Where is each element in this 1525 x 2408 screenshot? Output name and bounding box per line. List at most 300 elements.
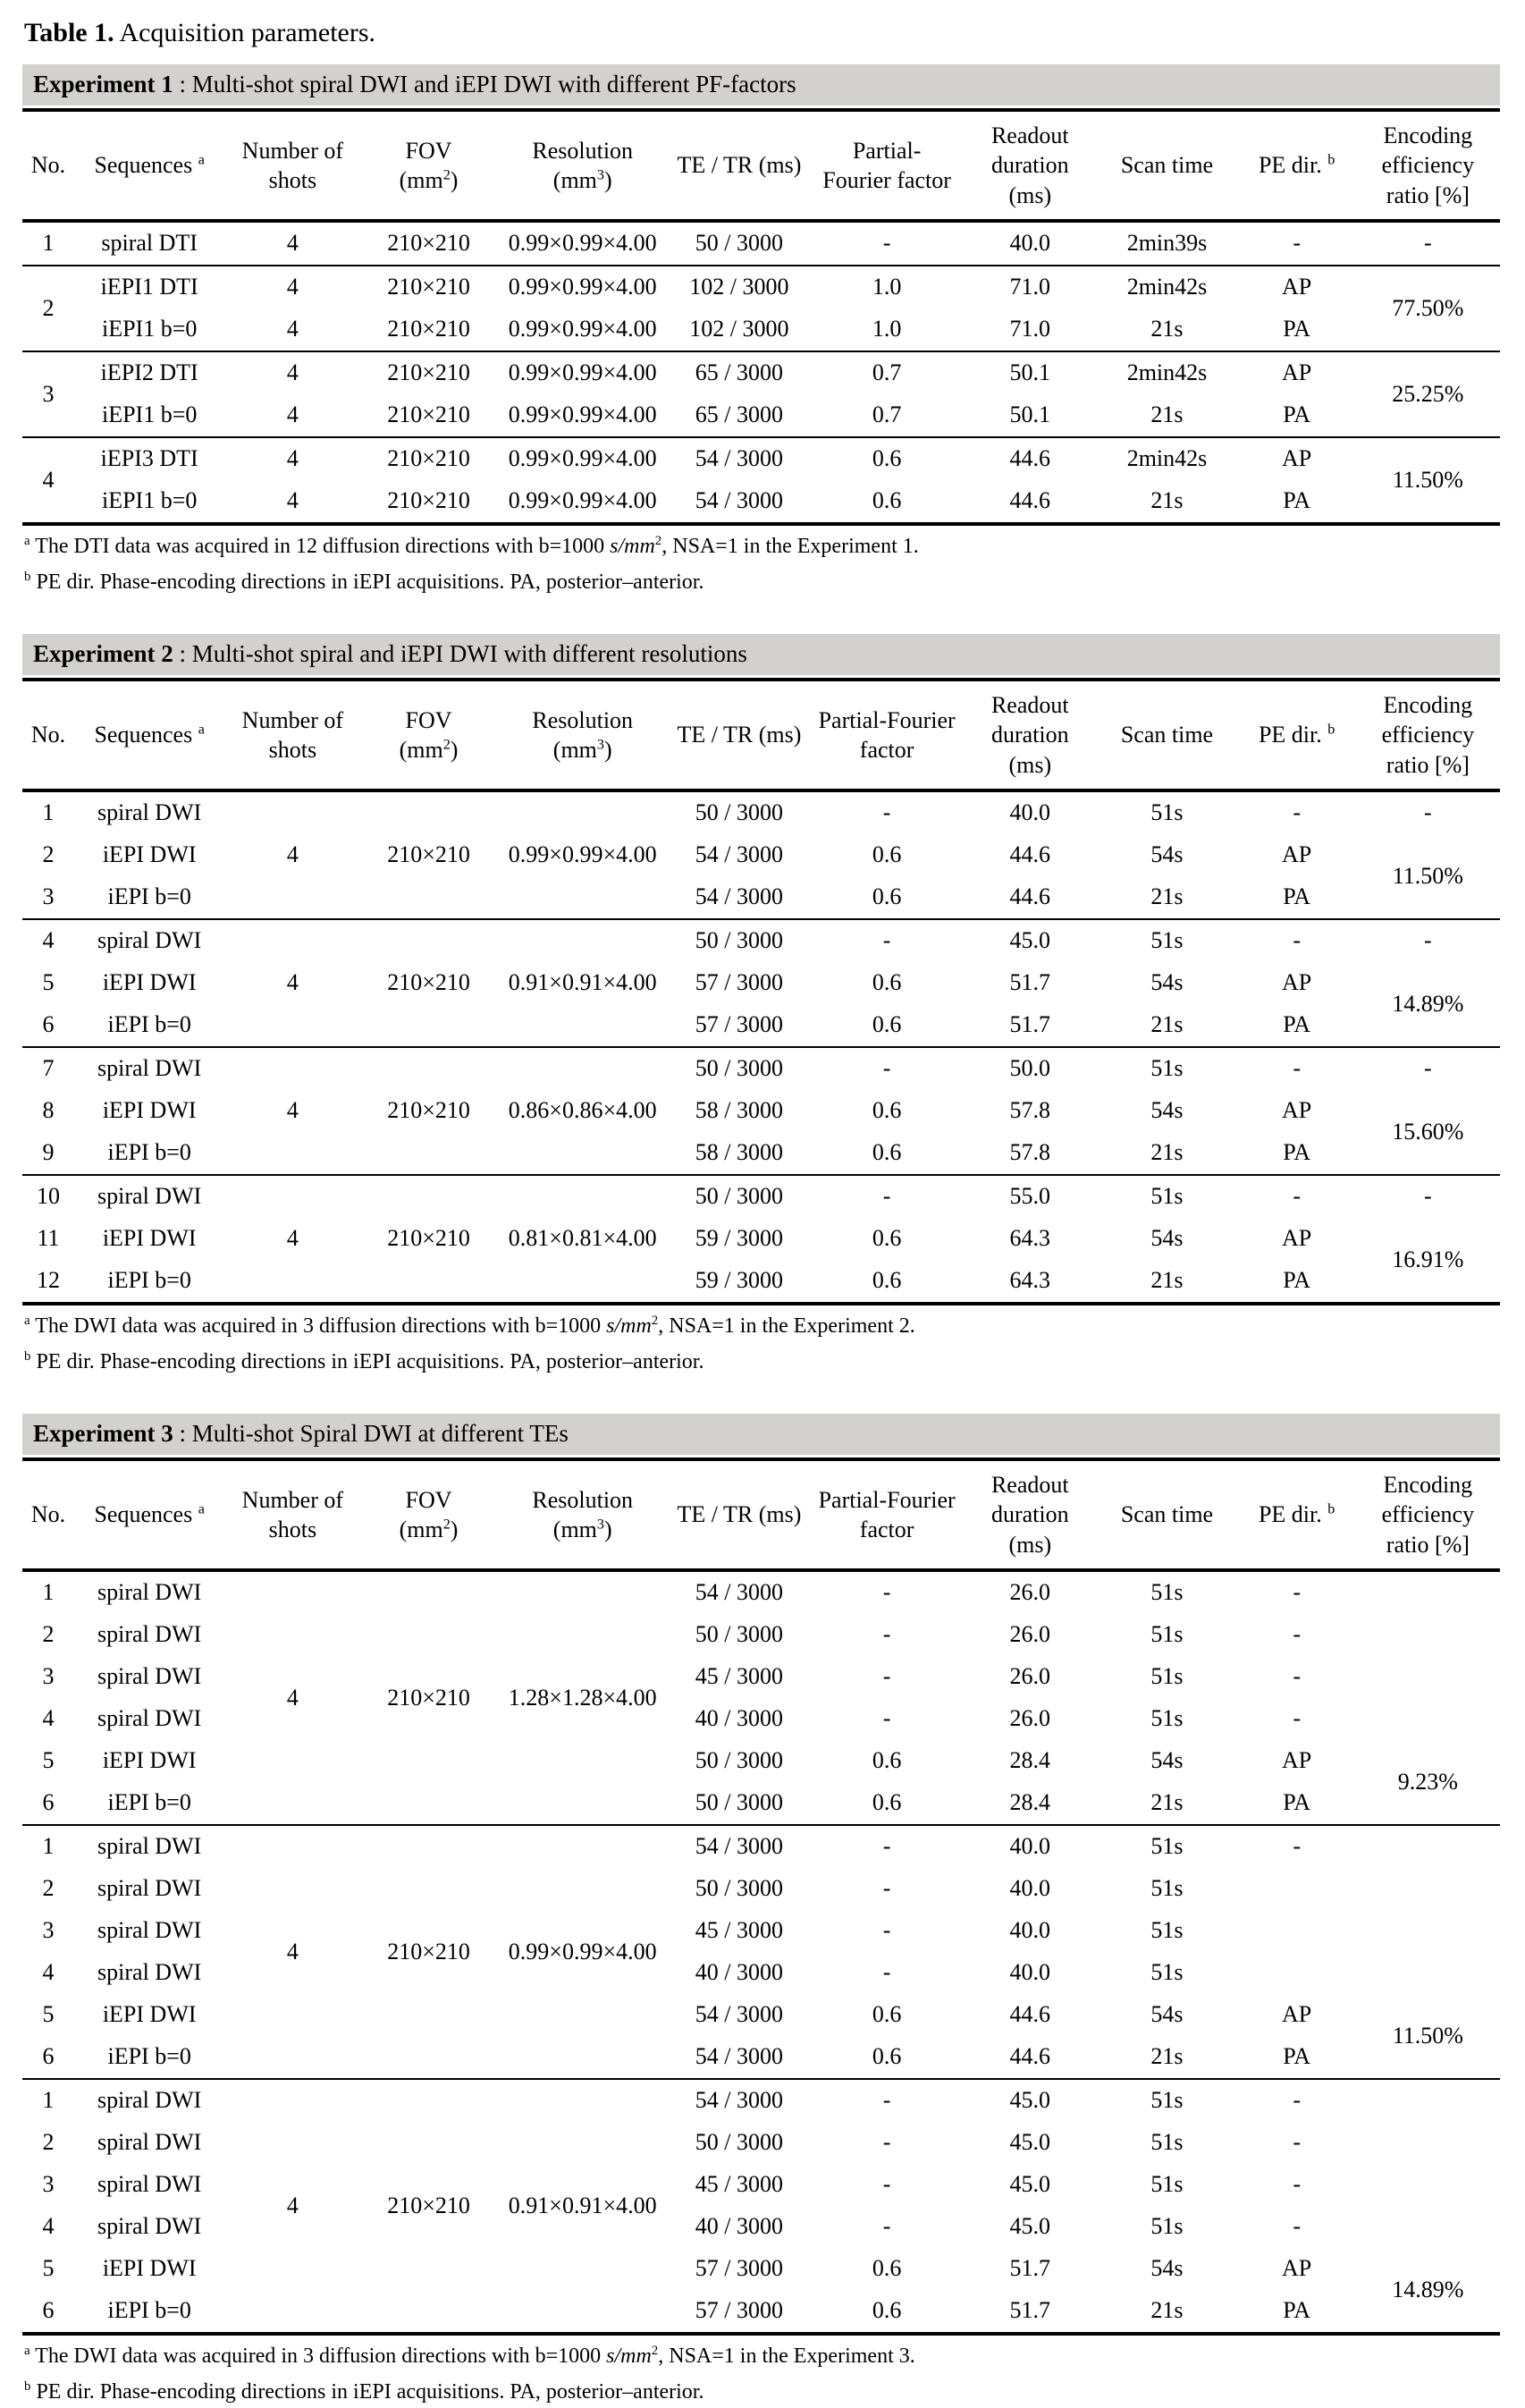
table-cell: 51.7 [1009,1011,1051,1038]
table-cell: 0.6 [872,2255,902,2282]
header-row [22,110,1500,221]
experiment-subtitle: : Multi-shot Spiral DWI at different TEs [173,1419,569,1447]
column-header: Encoding efficiency ratio [%] [1381,123,1475,208]
table-cell: - [882,1621,891,1648]
table-cell: 51.7 [1009,969,1051,996]
table-cell: 64.3 [1009,1267,1051,1294]
table-cell: 50 / 3000 [695,2129,784,2156]
footnote-a: $^a$ The DWI data was acquired in 3 diffusion directions with b=1000 $s/mm^2$, NSA=1 in the Experiment 2. [24,1313,915,1338]
table-cell: 2 [42,1621,55,1648]
experiment-header-bar [22,1414,1500,1455]
table-cell: 6 [42,1789,55,1816]
table-cell: 21s [1150,2297,1184,2324]
table-cell: iEPI DWI [102,841,197,868]
table-cell: 45.0 [1009,2087,1051,2114]
table-cell [1238,1868,1356,1910]
table-cell: 26.0 [1009,1579,1051,1606]
table-cell: - [1293,2129,1301,2156]
table-cell: spiral DWI [97,2129,202,2156]
table-cell: 50 / 3000 [695,1875,784,1902]
table-cell: 21s [1150,883,1184,910]
table-cell: 1 [42,230,55,257]
table-cell [1356,1570,1500,1740]
table-cell: 1.0 [872,274,902,300]
table-cell: 57 / 3000 [695,2255,784,2282]
experiment-title: Experiment 2 [33,639,173,667]
experiment-3-section [22,1414,1500,2408]
table-row [22,437,1500,480]
table-cell: 5 [42,1747,55,1774]
table-cell [1238,1952,1356,1994]
table-cell: 65 / 3000 [695,359,784,386]
table-cell: PA [1283,1267,1311,1294]
table-cell: 7 [42,1055,55,1082]
table-cell: 0.99×0.99×4.00 [508,1938,657,1964]
column-header: PE dir. $^b$ [1258,1501,1335,1528]
table-cell: iEPI1 b=0 [101,316,198,342]
table-cell: - [882,927,891,954]
table-cell: 210×210 [387,1225,470,1252]
table-cell: - [1293,1579,1301,1606]
table-cell: 40 / 3000 [695,1705,784,1732]
table-cell: - [882,1833,891,1860]
table-cell: PA [1283,316,1311,342]
table-cell: 0.99×0.99×4.00 [508,274,657,300]
table-cell: 21s [1150,401,1184,428]
footnote-a: $^a$ The DWI data was acquired in 3 diffusion directions with b=1000 $s/mm^2$, NSA=1 in the Experiment 3. [24,2343,915,2368]
column-header: Readout duration (ms) [990,123,1069,208]
table-cell [1356,2079,1500,2248]
table-cell: 54s [1150,2001,1184,2028]
experiment-1-section [22,64,1500,598]
column-header: Resolution $(mm^3)$ [532,706,634,763]
table-cell: spiral DWI [97,799,202,826]
table-cell: 210×210 [387,2192,470,2218]
column-header: Scan time [1120,152,1214,179]
table-cell: 40.0 [1009,1833,1051,1860]
table-cell: 1 [42,2087,55,2114]
column-header: No. [30,1501,66,1528]
table-cell: iEPI3 DTI [100,445,198,472]
table-cell: 4 [42,2213,55,2240]
table-cell: 51s [1150,1621,1184,1648]
table-cell: 26.0 [1009,1663,1051,1690]
table-cell: 8 [42,1097,55,1124]
table-cell: 4 [286,1684,299,1711]
table-cell: 54 / 3000 [695,487,784,514]
table-cell: 50.1 [1009,359,1051,386]
table-cell: - [882,1959,891,1986]
table-cell: - [882,799,891,826]
table-cell: 4 [286,487,299,514]
table-cell: 3 [42,380,55,407]
table-cell: - [1293,1705,1301,1732]
column-header: Sequences $^a$ [94,722,205,748]
table-cell: 4 [42,1959,55,1986]
table-cell: 55.0 [1009,1183,1051,1210]
table-cell: spiral DWI [97,2213,202,2240]
table-cell: 0.99×0.99×4.00 [508,401,657,428]
table-cell: - [882,1875,891,1902]
table-cell: 54 / 3000 [695,2087,784,2114]
table-cell: - [1424,230,1432,257]
table-cell: PA [1283,487,1311,514]
table-cell: 40.0 [1009,1959,1051,1986]
table-cell: 21s [1150,2043,1184,2070]
table-cell: 4 [286,841,299,868]
table-cell: 1 [42,1833,55,1860]
table-cell: 4 [42,466,55,493]
table-cell: 28.4 [1009,1747,1051,1774]
table-cell: 210×210 [387,841,470,868]
table-cell: - [882,2129,891,2156]
table-cell: 44.6 [1009,487,1051,514]
table-cell: - [882,1183,891,1210]
table-cell: 11.50% [1392,862,1463,889]
table-cell: PA [1283,883,1311,910]
column-header: Scan time [1120,1501,1214,1528]
table-cell: 210×210 [387,274,470,300]
column-header: TE / TR (ms) [677,152,802,179]
table-cell: PA [1283,401,1311,428]
column-header: Encoding efficiency ratio [%] [1381,1471,1475,1558]
table-cell: iEPI DWI [102,1747,197,1774]
table-cell: PA [1283,1011,1311,1038]
table-cell: iEPI DWI [102,1097,197,1124]
table-cell: 210×210 [387,1938,470,1964]
table-cell: 102 / 3000 [689,316,789,342]
table-cell: 26.0 [1009,1705,1051,1732]
table-cell: 44.6 [1009,445,1051,472]
table-cell: 4 [286,969,299,996]
table-cell: 51s [1150,2213,1184,2240]
table-cell: 51s [1150,1833,1184,1860]
table-cell: 4 [286,230,299,257]
table-cell: - [1293,1833,1301,1860]
table-cell: spiral DWI [97,1579,202,1606]
table-cell: 0.6 [872,1139,902,1166]
table-cell: 54s [1150,1225,1184,1252]
table-cell: spiral DWI [97,1917,202,1944]
table-cell: 54 / 3000 [695,2043,784,2070]
table-cell: 51s [1150,1917,1184,1944]
table-cell: 0.91×0.91×4.00 [508,969,657,996]
column-header: Scan time [1120,722,1214,748]
table-cell: 0.91×0.91×4.00 [508,2192,657,2218]
table-cell: 11.50% [1392,466,1463,493]
column-header: PE dir. $^b$ [1258,152,1335,179]
table-cell: 210×210 [387,487,470,514]
table-cell: iEPI b=0 [107,1011,191,1038]
table-row [22,480,1500,524]
table-cell: iEPI b=0 [107,2043,191,2070]
table-cell: spiral DWI [97,927,202,954]
table-cell: 51s [1150,1875,1184,1902]
table-cell: - [882,2213,891,2240]
table-cell: 0.6 [872,2043,902,2070]
table-cell: 40.0 [1009,1917,1051,1944]
table-cell: 44.6 [1009,2043,1051,2070]
table-cell: 0.6 [872,445,902,472]
column-header: FOV $(mm^2)$ [399,1486,459,1542]
experiment-subtitle: : Multi-shot spiral and iEPI DWI with different resolutions [173,639,747,667]
column-header: No. [30,722,66,748]
table-cell: iEPI b=0 [107,2297,191,2324]
table-cell: 57 / 3000 [695,1011,784,1038]
header-row [22,680,1500,790]
table-cell: 51s [1150,1959,1184,1986]
column-header: Readout duration (ms) [990,691,1069,778]
table-cell: 51s [1150,799,1184,826]
table-cell: 57 / 3000 [695,969,784,996]
column-header: TE / TR (ms) [677,1501,802,1528]
table-cell: AP [1282,2001,1312,2028]
row-group [22,919,1500,1047]
table-cell: 40 / 3000 [695,2213,784,2240]
table-cell: 11 [37,1225,60,1252]
table-cell: 71.0 [1009,274,1051,300]
table-cell: 5 [42,2255,55,2282]
table-cell: 21s [1150,487,1184,514]
table-cell: 10 [37,1183,61,1210]
table-cell: 45.0 [1009,2129,1051,2156]
table-row [22,919,1500,962]
table-cell: 65 / 3000 [695,401,784,428]
table-cell: 21s [1150,1139,1184,1166]
table-cell: 0.6 [872,841,902,868]
table-cell: 2 [42,841,55,868]
table-cell: 210×210 [387,1684,470,1711]
table-cell: 0.99×0.99×4.00 [508,445,657,472]
row-group [22,2079,1500,2334]
row-group [22,1570,1500,1825]
table-cell: - [1293,2171,1301,2198]
column-header: Readout duration (ms) [990,1471,1069,1558]
table-cell: 50.0 [1009,1055,1051,1082]
table-cell: 58 / 3000 [695,1139,784,1166]
table-cell: 44.6 [1009,841,1051,868]
column-header: Sequences $^a$ [94,1501,205,1528]
table-cell: 51s [1150,1579,1184,1606]
table-cell: spiral DWI [97,1833,202,1860]
table-row [22,394,1500,437]
table-cell: 0.6 [872,1747,902,1774]
table-cell: 54s [1150,1097,1184,1124]
table-cell: 0.99×0.99×4.00 [508,359,657,386]
column-header: Partial-Fourier factor [818,706,956,763]
table-cell: 4 [42,927,55,954]
table-cell: 0.99×0.99×4.00 [508,487,657,514]
table-cell: 210×210 [387,969,470,996]
table-cell: AP [1282,274,1312,300]
table-cell: 51s [1150,1055,1184,1082]
table-cell: 50 / 3000 [695,1183,784,1210]
table-cell: 50 / 3000 [695,1789,784,1816]
table-cell: 51s [1150,927,1184,954]
table-cell: iEPI2 DTI [100,359,198,386]
table-cell: 51.7 [1009,2297,1051,2324]
column-header: Encoding efficiency ratio [%] [1381,691,1475,778]
table-cell: 0.86×0.86×4.00 [508,1097,657,1124]
table-cell: - [882,2171,891,2198]
table-cell: AP [1282,445,1312,472]
table-cell: 102 / 3000 [689,274,789,300]
table-cell: - [1293,1621,1301,1648]
table-cell: 0.99×0.99×4.00 [508,230,657,257]
table-cell: 45.0 [1009,927,1051,954]
table-cell: 0.6 [872,883,902,910]
table-cell: 54 / 3000 [695,445,784,472]
column-header: FOV $(mm^2)$ [399,706,459,763]
table-cell: 9.23% [1397,1768,1458,1795]
table-row [22,221,1500,266]
experiment-2-section [22,634,1500,1378]
experiment-subtitle: : Multi-shot spiral DWI and iEPI DWI with different PF-factors [173,71,796,97]
table-cell: - [1293,2213,1301,2240]
row-group [22,351,1500,437]
table-cell: 50 / 3000 [695,1747,784,1774]
table-cell: 54 / 3000 [695,841,784,868]
table-cell: 2min42s [1126,359,1208,386]
table-cell: - [1293,2087,1301,2114]
footnote-b: $^b$ PE dir. Phase-encoding directions in iEPI acquisitions. PA, posterior–anterior. [24,570,704,595]
table-cell: 45 / 3000 [695,2171,784,2198]
table-cell: 1 [42,799,55,826]
table-row [22,1047,1500,1090]
table-cell: spiral DWI [97,1875,202,1902]
table-cell: spiral DWI [97,1621,202,1648]
table-cell: - [882,1579,891,1606]
table-cell: 45.0 [1009,2171,1051,2198]
table-cell: 57.8 [1009,1097,1051,1124]
table-cell: 50 / 3000 [695,1055,784,1082]
table-cell: 11.50% [1392,2022,1463,2049]
row-group [22,1047,1500,1175]
row-group [22,1825,1500,2079]
table-cell: 4 [286,445,299,472]
table-cell: 0.6 [872,1011,902,1038]
table-cell: 2min39s [1126,230,1208,257]
table-cell: 6 [42,1011,55,1038]
table-cell: 21s [1150,1011,1184,1038]
page-title [24,18,1500,48]
table-cell: 57 / 3000 [695,2297,784,2324]
column-header: Partial-Fourier factor [818,1486,956,1542]
table-cell: 0.99×0.99×4.00 [508,841,657,868]
row-group [22,437,1500,524]
table-cell: - [1424,1183,1432,1210]
table-cell: 16.91% [1392,1246,1464,1272]
table-cell: 0.6 [872,1267,902,1294]
row-group [22,266,1500,351]
table-cell: AP [1282,841,1312,868]
table-cell: iEPI1 b=0 [101,401,198,428]
table-cell: 6 [42,2043,55,2070]
table-cell: 21s [1150,316,1184,342]
table-cell: 51s [1150,2087,1184,2114]
table-cell: 2 [42,2129,55,2156]
table-cell: - [882,230,891,257]
acquisition-table-experiment-2 [22,678,1500,1305]
table-cell: 210×210 [387,445,470,472]
table-cell: AP [1282,359,1312,386]
table-cell: 51s [1150,2129,1184,2156]
table-cell: iEPI b=0 [107,1789,191,1816]
table-row [22,2079,1500,2122]
table-cell: 64.3 [1009,1225,1051,1252]
table-cell: 45 / 3000 [695,1917,784,1944]
row-group [22,221,1500,266]
table-cell: 71.0 [1009,316,1051,342]
column-header: PE dir. $^b$ [1258,722,1335,748]
table-cell: 50 / 3000 [695,799,784,826]
table-cell: 4 [286,1225,299,1252]
table-row [22,1825,1500,1868]
table-cell: 51s [1150,1183,1184,1210]
table-cell: 40 / 3000 [695,1959,784,1986]
table-cell: 3 [42,883,55,910]
table-cell: 54s [1150,2255,1184,2282]
table-cell: 21s [1150,1789,1184,1816]
table-cell: 4 [286,2192,299,2218]
table-cell: - [882,1663,891,1690]
table-cell: 3 [42,1663,55,1690]
table-cell: 3 [42,1917,55,1944]
table-cell: 25.25% [1392,380,1464,407]
table-cell: 28.4 [1009,1789,1051,1816]
row-group [22,1175,1500,1304]
table-cell: 77.50% [1392,294,1464,321]
table-cell: 45.0 [1009,2213,1051,2240]
footnote-b: $^b$ PE dir. Phase-encoding directions in iEPI acquisitions. PA, posterior–anterior. [24,2379,704,2404]
table-cell: 54s [1150,969,1184,996]
table-cell: 0.6 [872,969,902,996]
table-cell: 2 [42,1875,55,1902]
table-cell: 1.28×1.28×4.00 [508,1684,657,1711]
column-header: Number of shots [241,706,344,763]
table-cell: spiral DWI [97,1959,202,1986]
table-cell: - [1293,1183,1301,1210]
experiment-title: Experiment 3 [33,1419,173,1447]
table-cell: - [1293,1663,1301,1690]
column-header: TE / TR (ms) [677,722,802,748]
table-cell: 54 / 3000 [695,1833,784,1860]
table-cell: 210×210 [387,316,470,342]
table-cell: AP [1282,969,1312,996]
table-cell: 6 [42,2297,55,2324]
table-cell: 51s [1150,2171,1184,2198]
table-cell: - [1293,927,1301,954]
table-cell: 4 [286,274,299,300]
table-cell: 51s [1150,1705,1184,1732]
table-cell: 5 [42,2001,55,2028]
table-cell: 0.7 [872,401,902,428]
footnote-b: $^b$ PE dir. Phase-encoding directions in iEPI acquisitions. PA, posterior–anterior. [24,1349,704,1374]
table-cell: - [1293,1055,1301,1082]
table-cell: PA [1283,1789,1311,1816]
table-cell: PA [1283,1139,1311,1166]
table-cell: AP [1282,1097,1312,1124]
table-cell: 44.6 [1009,2001,1051,2028]
table-cell: - [882,2087,891,2114]
table-cell [1238,1910,1356,1952]
table-cell: 0.6 [872,1789,902,1816]
table-cell: 40.0 [1009,230,1051,257]
table-cell: 4 [286,1938,299,1964]
table-cell: 0.6 [872,2297,902,2324]
table-cell: spiral DWI [97,2087,202,2114]
experiment-header-bar [22,634,1500,675]
